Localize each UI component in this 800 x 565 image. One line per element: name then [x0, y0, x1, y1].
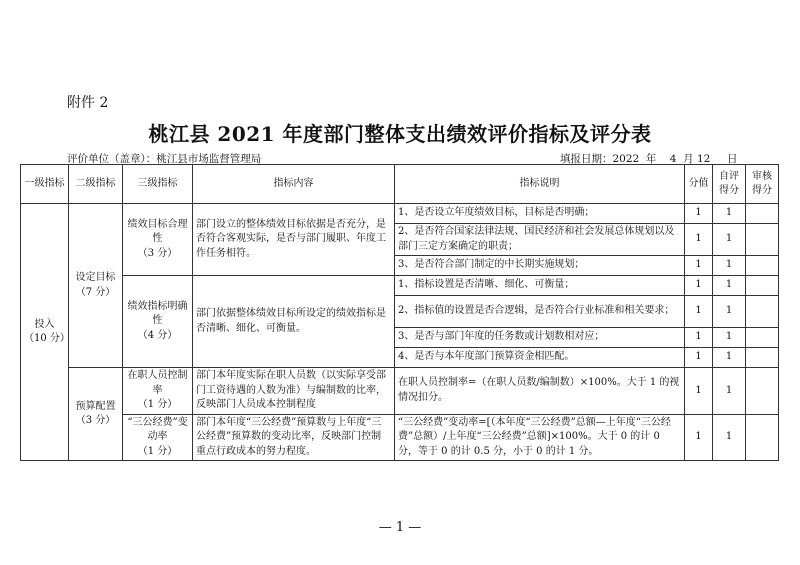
header-description: 指标说明 — [395, 165, 685, 204]
level2-label: 预算配置 — [75, 400, 116, 412]
level3-cell — [123, 204, 193, 276]
level3-points: （1 分） — [137, 399, 178, 410]
level3-points: （3 分） — [137, 247, 178, 259]
level3-points: （1 分） — [137, 445, 178, 457]
indicator-description: 2、是否符合国家法律法规、国民经济和社会发展总体规划以及部门三定方案确定的职责； — [395, 224, 685, 256]
page-number: — 1 — — [378, 520, 422, 535]
indicator-content: 部门依据整体绩效目标所设定的绩效指标是否清晰、细化、可衡量。 — [193, 276, 395, 368]
header-level1: 一级指标 — [21, 165, 69, 204]
self-score-value: 1 — [713, 296, 746, 328]
header-self-score: 自评得分 — [713, 165, 746, 204]
level3-label: 在职人员控制率 — [127, 370, 188, 396]
score-value: 1 — [685, 368, 713, 415]
level3-cell — [123, 368, 193, 415]
level3-label: “三公经费”变动率 — [127, 416, 188, 442]
header-score: 分值 — [685, 165, 713, 204]
document-title: 桃江县 2021 年度部门整体支出绩效评价指标及评分表 — [148, 122, 652, 146]
score-value: 1 — [685, 276, 713, 296]
header-audit-score: 审核得分 — [746, 165, 779, 204]
audit-score-cell — [746, 348, 779, 368]
level3-label: 绩效目标合理性 — [127, 218, 188, 245]
indicator-description: 4、是否与本年度部门预算资金相匹配。 — [395, 348, 685, 368]
level1-label: 投入 — [34, 318, 55, 330]
audit-score-cell — [746, 368, 779, 415]
score-value: 1 — [685, 348, 713, 368]
level1-points: （10 分） — [24, 333, 70, 344]
indicator-description: 1、指标设置是否清晰、细化、可衡量； — [395, 276, 685, 296]
audit-score-cell — [746, 296, 779, 328]
indicator-content: 部门本年度“三公经费”预算数与上年度“三公经费”预算数的变动比率，反映部门控制重点行政成本的努力程度。 — [193, 414, 395, 461]
level2-points: （7 分） — [75, 286, 116, 298]
attachment-label: 附件 2 — [67, 95, 109, 111]
level2-label: 设定目标 — [75, 272, 116, 283]
header-content: 指标内容 — [193, 165, 395, 204]
score-value: 1 — [685, 204, 713, 224]
header-level2: 二级指标 — [69, 165, 123, 204]
self-score-value: 1 — [713, 204, 746, 224]
indicator-description: 3、是否符合部门制定的中长期实施规划； — [395, 256, 685, 276]
header-level3: 三级指标 — [123, 165, 193, 204]
self-score-value: 1 — [713, 328, 746, 348]
score-value: 1 — [685, 414, 713, 461]
level2-cell — [69, 204, 123, 368]
self-score-value: 1 — [713, 276, 746, 296]
level1-cell — [21, 204, 69, 461]
audit-score-cell — [746, 224, 779, 256]
level3-cell — [123, 276, 193, 368]
audit-score-cell — [746, 204, 779, 224]
audit-score-cell — [746, 328, 779, 348]
indicator-description: “三公经费”变动率=[（本年度“三公经费”总额—上年度“三公经费”总额）/上年度“三公经费”总额]×100%。大于 0 的计 0 分，等于 0 的计 0.5 分，小于 0 的计 1 分。 — [395, 414, 685, 461]
evaluation-unit: 评价单位（盖章）：桃江县市场监督管理局 — [67, 153, 262, 165]
audit-score-cell — [746, 256, 779, 276]
indicator-description: 3、是否与部门年度的任务数或计划数相对应； — [395, 328, 685, 348]
level3-label: 绩效指标明确性 — [127, 300, 188, 327]
score-table — [20, 164, 779, 461]
self-score-value: 1 — [713, 348, 746, 368]
table-row — [21, 414, 779, 461]
indicator-content: 部门本年度实际在职人员数（以实际享受部门工资待遇的人数为准）与编制数的比率，反映部门人员成本控制程度 — [193, 368, 395, 415]
indicator-description: 1、是否设立年度绩效目标，目标是否明确； — [395, 204, 685, 224]
self-score-value: 1 — [713, 224, 746, 256]
indicator-description: 在职人员控制率=（在职人员数/编制数）×100%。大于 1 的视情况扣分。 — [395, 368, 685, 415]
header-row — [21, 165, 779, 204]
self-score-value: 1 — [713, 256, 746, 276]
fill-date: 填报日期：2022 年 4 月 12 日 — [560, 153, 738, 165]
table-row — [21, 368, 779, 415]
audit-score-cell — [746, 276, 779, 296]
score-value: 1 — [685, 296, 713, 328]
score-value: 1 — [685, 256, 713, 276]
audit-score-cell — [746, 414, 779, 461]
indicator-description: 2、指标值的设置是否合逻辑，是否符合行业标准和相关要求； — [395, 296, 685, 328]
level2-cell — [69, 368, 123, 461]
self-score-value: 1 — [713, 414, 746, 461]
indicator-content: 部门设立的整体绩效目标依据是否充分，是否符合客观实际，是否与部门履职、年度工作任务相符。 — [193, 204, 395, 276]
score-value: 1 — [685, 328, 713, 348]
self-score-value: 1 — [713, 368, 746, 415]
table-row — [21, 276, 779, 296]
score-value: 1 — [685, 224, 713, 256]
table-row — [21, 204, 779, 224]
level3-cell — [123, 414, 193, 461]
level2-points: （3 分） — [75, 415, 116, 426]
level3-points: （4 分） — [137, 329, 178, 341]
